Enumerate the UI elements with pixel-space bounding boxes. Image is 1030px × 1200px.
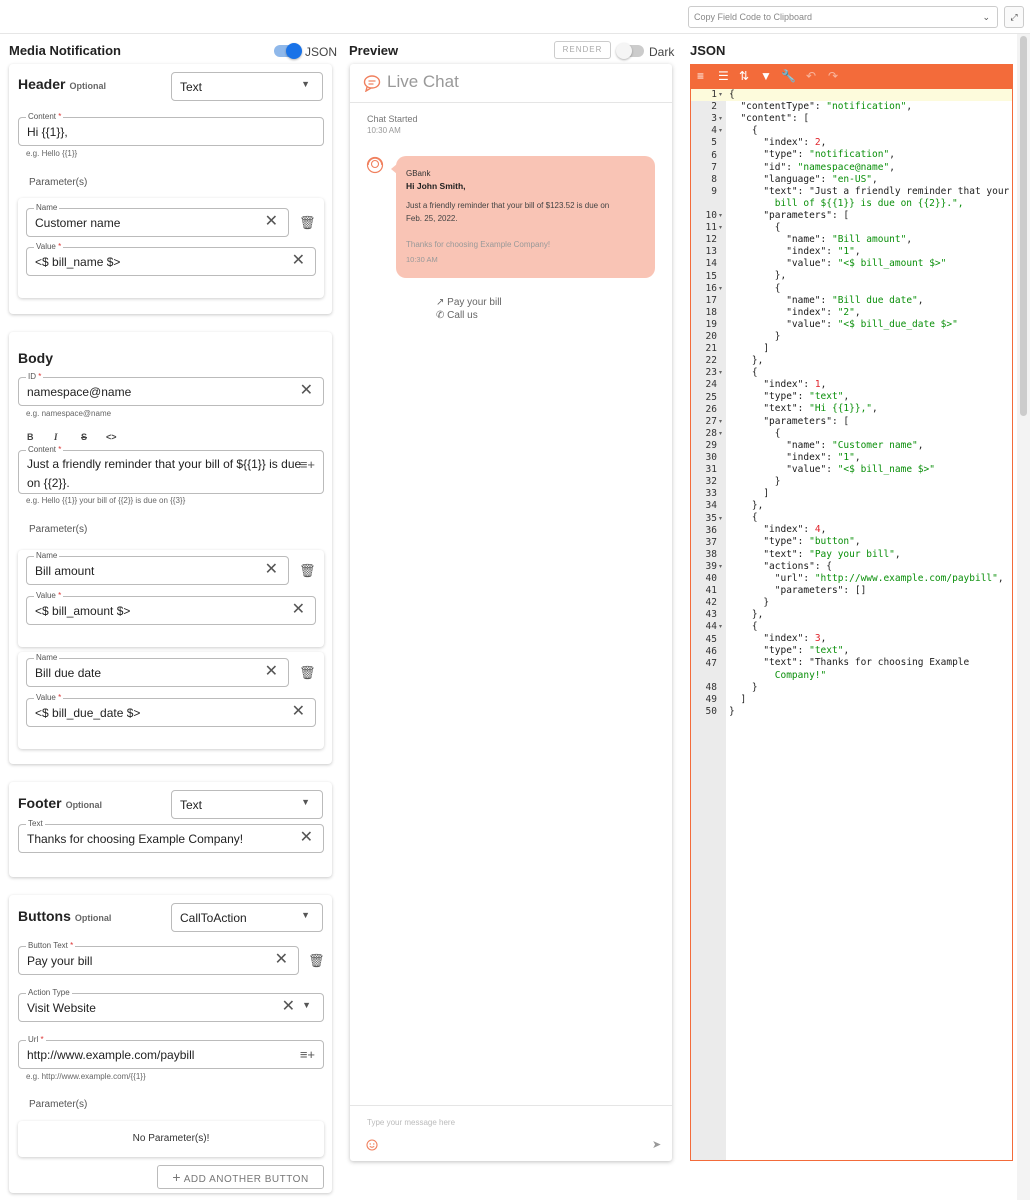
code-line: "parameters": [] <box>774 584 867 596</box>
body-param-card <box>18 550 324 647</box>
render-button[interactable]: RENDER <box>554 41 611 59</box>
delete-icon[interactable]: 🗑 <box>308 953 325 968</box>
header-optional-tag: Optional <box>69 81 106 91</box>
line-number: 4 <box>711 125 717 137</box>
fold-arrow-icon[interactable]: ▾ <box>719 418 723 425</box>
line-number: 16 <box>705 282 717 294</box>
footer-title: Footer Optional <box>18 795 103 811</box>
dropdown-arrow-icon: ▼ <box>302 1000 311 1010</box>
code-line: "value": "<$ bill_amount $>" <box>786 258 947 270</box>
input-divider <box>350 1105 672 1106</box>
code-line: "name": "Bill amount", <box>786 234 913 246</box>
code-line: }, <box>729 500 764 512</box>
buttons-title: Buttons Optional <box>18 908 112 924</box>
code-line: "url": "http://www.example.com/paybill", <box>774 572 1004 584</box>
code-line: }, <box>729 609 764 621</box>
line-number: 5 <box>711 137 717 149</box>
param-value-value: <$ bill_due_date $> <box>35 706 141 720</box>
line-number: 46 <box>705 645 717 657</box>
line-number: 38 <box>705 548 717 560</box>
code-line: { <box>729 367 758 379</box>
delete-icon[interactable]: 🗑 <box>299 563 316 578</box>
plus-icon: + <box>172 1169 181 1185</box>
footer-card <box>9 782 332 877</box>
code-line: "type": "text", <box>763 391 850 403</box>
message-input[interactable]: Type your message here <box>367 1118 456 1127</box>
json-title: JSON <box>690 43 726 58</box>
code-line: "actions": { <box>763 560 832 572</box>
toggle-knob <box>616 43 632 59</box>
clear-icon[interactable]: ✕ <box>291 703 305 720</box>
body-content-input[interactable]: Content * Just a friendly reminder that your bill of ${{1}} is due on {{2}}. ≡+ <box>18 450 324 494</box>
code-line: "name": "Customer name", <box>786 439 924 451</box>
code-line: ] <box>729 693 747 705</box>
message-footer: Thanks for choosing Example Company! <box>406 240 551 249</box>
line-number: 40 <box>705 573 717 584</box>
code-line: "contentType": "notification", <box>740 101 913 113</box>
chat-started-time: 10:30 AM <box>367 126 401 135</box>
line-number: 7 <box>711 161 717 173</box>
line-number: 28 <box>705 427 717 439</box>
param-name-value: Customer name <box>35 216 121 230</box>
footer-type-value: Text <box>180 798 203 812</box>
fold-arrow-icon[interactable]: ▾ <box>719 515 723 522</box>
line-number: 36 <box>705 524 717 536</box>
no-params-box: No Parameter(s)! <box>18 1121 324 1157</box>
message-body-line1: Just a friendly reminder that your bill of $123.52 is due on <box>406 201 610 210</box>
chat-bubble-icon <box>363 74 381 92</box>
code-line: "parameters": [ <box>763 415 850 427</box>
pay-bill-action[interactable]: ↗ Pay your bill <box>436 297 502 308</box>
fold-arrow-icon[interactable]: ▾ <box>719 430 723 437</box>
line-number: 12 <box>705 234 717 246</box>
body-id-hint: e.g. namespace@name <box>26 409 112 418</box>
param-value-input[interactable]: Value * <$ bill_name $> ✕ <box>26 247 316 276</box>
italic-button[interactable]: I <box>54 432 58 442</box>
code-line: "text": "Thanks for choosing Example <box>763 657 970 669</box>
url-value: http://www.example.com/paybill <box>27 1048 195 1062</box>
format-icon[interactable]: ≡ <box>697 69 705 83</box>
header-title: Header Optional <box>18 76 106 92</box>
agent-avatar-icon <box>366 156 384 174</box>
footer-optional-tag: Optional <box>65 800 103 810</box>
line-number: 17 <box>705 294 717 306</box>
code-line: "language": "en-US", <box>763 173 878 185</box>
body-id-value: namespace@name <box>27 385 132 399</box>
line-number: 48 <box>705 681 717 693</box>
line-number: 2 <box>711 101 717 113</box>
line-number: 22 <box>705 355 717 367</box>
code-line: "content": [ <box>740 113 810 125</box>
json-editor[interactable] <box>690 64 1013 1161</box>
code-line: "index": "1", <box>786 451 861 463</box>
code-line: "parameters": [ <box>763 209 850 221</box>
code-line: { <box>729 222 781 234</box>
code-line: "index": "1", <box>786 246 861 258</box>
body-card <box>9 332 332 764</box>
code-line: "text": "Pay your bill", <box>763 548 901 560</box>
header-content-hint: e.g. Hello {{1}} <box>26 149 78 158</box>
fold-arrow-icon[interactable]: ▾ <box>719 624 723 631</box>
code-line: "value": "<$ bill_name $>" <box>786 463 935 475</box>
external-link-icon: ↗ <box>436 297 445 308</box>
wrench-icon[interactable]: 🔧 <box>781 69 796 83</box>
code-line: { <box>729 621 758 633</box>
line-number: 15 <box>705 270 717 282</box>
code-line: } <box>729 681 758 693</box>
param-name-input[interactable]: Name Bill amount ✕ <box>26 556 289 585</box>
param-name-input[interactable]: Name Customer name ✕ <box>26 208 289 237</box>
clear-icon[interactable]: ✕ <box>281 998 295 1015</box>
buttons-type-select[interactable] <box>171 903 323 932</box>
fold-arrow-icon[interactable]: ▾ <box>719 213 723 219</box>
message-sender: GBank <box>406 169 431 178</box>
collapse-arrows-icon: ⤢ <box>1010 12 1018 22</box>
clear-icon[interactable]: ✕ <box>291 601 305 618</box>
page-scrollbar-thumb[interactable] <box>1020 36 1027 416</box>
line-number: 43 <box>705 609 717 621</box>
body-param-card <box>18 652 324 749</box>
line-number: 39 <box>705 560 717 572</box>
fold-arrow-icon[interactable]: ▾ <box>719 116 723 123</box>
fold-arrow-icon[interactable]: ▾ <box>719 92 723 98</box>
param-value-input[interactable]: Value * <$ bill_amount $> ✕ <box>26 596 316 625</box>
header-params-label: Parameter(s) <box>29 177 88 188</box>
dropdown-arrow-icon: ▼ <box>301 797 310 807</box>
fold-arrow-icon[interactable]: ▾ <box>719 225 723 232</box>
header-param-card <box>18 198 324 298</box>
line-number: 47 <box>705 657 717 669</box>
copy-field-code-select[interactable] <box>688 6 998 28</box>
line-number: 1 <box>711 89 717 100</box>
button-text-input[interactable]: Button Text * Pay your bill ✕ <box>18 946 299 975</box>
clear-icon[interactable]: ✕ <box>299 829 313 846</box>
url-input[interactable]: Url * http://www.example.com/paybill ≡+ <box>18 1040 324 1069</box>
editor-title: Media Notification <box>9 43 121 58</box>
line-number: 18 <box>705 306 717 318</box>
chevron-down-icon: ⌄ <box>982 12 990 22</box>
code-line: { <box>729 282 781 294</box>
code-line: "text": "Hi {{1}},", <box>763 403 878 415</box>
toggle-knob <box>286 43 302 59</box>
preview-title: Preview <box>349 43 399 58</box>
action-type-value: Visit Website <box>27 1001 96 1015</box>
emoji-icon[interactable] <box>366 1139 378 1151</box>
code-line: bill of ${{1}} is due on {{2}}.", <box>729 197 964 209</box>
fold-arrow-icon[interactable]: ▾ <box>719 563 723 570</box>
json-toolbar <box>691 65 1012 89</box>
line-number: 34 <box>705 500 717 512</box>
send-icon[interactable]: ➤ <box>652 1139 662 1151</box>
json-toggle-label: JSON <box>305 45 338 59</box>
code-line: } <box>729 705 735 717</box>
message-time: 10:30 AM <box>406 255 438 264</box>
sort-icon[interactable]: ⇅ <box>739 69 750 83</box>
line-number: 24 <box>705 379 717 391</box>
clear-icon[interactable]: ✕ <box>274 951 288 968</box>
body-id-input[interactable]: ID * namespace@name ✕ <box>18 377 324 406</box>
button-text-value: Pay your bill <box>27 954 93 968</box>
code-line: "type": "text", <box>763 645 850 657</box>
code-line: { <box>729 427 781 439</box>
line-number: 23 <box>705 367 717 379</box>
line-number: 9 <box>711 185 717 197</box>
code-line: } <box>729 476 781 487</box>
add-another-button[interactable]: + ADD ANOTHER BUTTON <box>157 1165 324 1189</box>
phone-icon: ✆ <box>436 310 445 321</box>
line-number: 8 <box>711 173 717 185</box>
body-title: Body <box>18 350 53 366</box>
code-line: }, <box>729 270 787 282</box>
dark-toggle[interactable] <box>618 45 644 57</box>
param-name-value: Bill due date <box>35 666 102 680</box>
line-number: 10 <box>705 210 717 221</box>
message-body-line2: Feb. 25, 2022. <box>406 214 458 223</box>
undo-icon[interactable]: ↶ <box>806 69 817 83</box>
param-value-input[interactable]: Value * <$ bill_due_date $> ✕ <box>26 698 316 727</box>
code-line: "text": "Just a friendly reminder that your <box>763 185 1010 197</box>
body-content-line1: Just a friendly reminder that your bill of ${{1}} is due <box>27 457 302 471</box>
header-type-select[interactable] <box>171 72 323 101</box>
line-number: 33 <box>705 488 717 500</box>
code-line: ] <box>729 488 770 500</box>
param-name-value: Bill amount <box>35 564 95 578</box>
code-line: Company!" <box>729 669 827 681</box>
header-card <box>9 64 332 314</box>
compact-icon[interactable]: ☰ <box>718 69 729 83</box>
clear-icon[interactable]: ✕ <box>291 252 305 269</box>
insert-variable-icon[interactable]: ≡+ <box>299 1047 315 1062</box>
footer-text-value: Thanks for choosing Example Company! <box>27 832 244 846</box>
body-params-label: Parameter(s) <box>29 524 88 535</box>
call-us-action[interactable]: ✆ Call us <box>436 310 478 321</box>
line-number: 31 <box>705 464 717 476</box>
line-number: 35 <box>705 512 717 524</box>
filter-icon[interactable]: ▼ <box>760 69 772 83</box>
line-number: 27 <box>705 415 717 427</box>
copy-select-placeholder: Copy Field Code to Clipboard <box>694 12 813 22</box>
json-toggle[interactable] <box>274 45 300 57</box>
line-number: 26 <box>705 403 717 415</box>
code-line: { <box>729 89 735 100</box>
header-content-input[interactable]: Content * Hi {{1}}, <box>18 117 324 146</box>
delete-icon[interactable]: 🗑 <box>299 215 316 230</box>
line-number: 21 <box>705 343 717 355</box>
bubble-tail <box>391 164 397 174</box>
code-line: } <box>729 330 781 342</box>
code-line: "name": "Bill due date", <box>786 294 924 306</box>
line-number: 29 <box>705 439 717 451</box>
code-line: ] <box>729 342 770 354</box>
collapse-button[interactable] <box>1004 6 1024 28</box>
redo-icon[interactable]: ↷ <box>828 69 839 83</box>
bold-button[interactable]: B <box>27 432 34 442</box>
code-line: }, <box>729 355 764 367</box>
buttons-params-label: Parameter(s) <box>29 1099 88 1110</box>
code-button[interactable]: <> <box>106 432 117 442</box>
chat-title: Live Chat <box>387 72 459 91</box>
line-number: 20 <box>705 331 717 342</box>
footer-type-select[interactable] <box>171 790 323 819</box>
code-line: "index": "2", <box>786 306 861 318</box>
code-line: "index": 4, <box>763 524 827 536</box>
buttons-optional-tag: Optional <box>74 913 112 923</box>
line-number: 30 <box>705 452 717 463</box>
code-line: "index": 1, <box>763 379 827 391</box>
code-line: "index": 2, <box>763 137 827 149</box>
line-number: 11 <box>705 222 717 234</box>
clear-icon[interactable]: ✕ <box>264 561 278 578</box>
code-line: "index": 3, <box>763 633 827 645</box>
line-number: 42 <box>705 597 717 609</box>
param-value-value: <$ bill_amount $> <box>35 604 131 618</box>
line-number: 44 <box>705 621 717 633</box>
dropdown-arrow-icon: ▼ <box>301 79 310 89</box>
line-number: 14 <box>705 258 717 270</box>
message-bubble <box>396 156 655 278</box>
param-value-value: <$ bill_name $> <box>35 255 121 269</box>
chat-started: Chat Started <box>367 114 418 124</box>
code-line: "value": "<$ bill_due_date $>" <box>786 318 958 330</box>
clear-icon[interactable]: ✕ <box>264 663 278 680</box>
code-line: "id": "namespace@name", <box>763 161 895 173</box>
line-number: 13 <box>705 246 717 258</box>
delete-icon[interactable]: 🗑 <box>299 665 316 680</box>
body-content-hint: e.g. Hello {{1}} your bill of {{2}} is due on {{3}} <box>26 496 186 505</box>
code-line: { <box>729 125 758 137</box>
action-type-select[interactable]: Action Type Visit Website ✕ ▼ <box>18 993 324 1022</box>
json-code[interactable] <box>729 89 1009 718</box>
line-number: 50 <box>705 706 717 718</box>
fold-arrow-icon[interactable]: ▾ <box>719 285 723 292</box>
line-number: 49 <box>705 694 717 705</box>
buttons-type-value: CallToAction <box>180 911 247 925</box>
dropdown-arrow-icon: ▼ <box>301 910 310 920</box>
header-type-value: Text <box>180 80 203 94</box>
line-number: 19 <box>705 318 717 330</box>
buttons-card <box>9 895 332 1193</box>
insert-variable-icon[interactable]: ≡+ <box>299 457 315 472</box>
footer-text-input[interactable]: Text Thanks for choosing Example Company! ✕ <box>18 824 324 853</box>
url-hint: e.g. http://www.example.com/{{1}} <box>26 1072 146 1081</box>
header-content-value: Hi {{1}}, <box>27 125 68 139</box>
body-content-line2: on {{2}}. <box>27 476 70 490</box>
clear-icon[interactable]: ✕ <box>299 382 313 399</box>
line-number: 41 <box>705 585 717 597</box>
code-line: { <box>729 512 758 524</box>
strikethrough-button[interactable]: S <box>81 432 88 442</box>
line-number: 3 <box>711 113 717 125</box>
code-line: "type": "notification", <box>763 149 895 161</box>
code-line: } <box>729 596 770 608</box>
line-number: 37 <box>705 536 717 548</box>
line-number: 45 <box>705 633 717 645</box>
param-name-input[interactable]: Name Bill due date ✕ <box>26 658 289 687</box>
code-line: "type": "button", <box>763 536 861 548</box>
line-number: 32 <box>705 476 717 488</box>
clear-icon[interactable]: ✕ <box>264 213 278 230</box>
line-number: 6 <box>711 149 717 161</box>
message-greeting: Hi John Smith, <box>406 181 466 191</box>
line-number: 25 <box>705 391 717 403</box>
fold-arrow-icon[interactable]: ▾ <box>719 370 723 377</box>
fold-arrow-icon[interactable]: ▾ <box>719 128 723 135</box>
dark-toggle-label: Dark <box>649 45 675 59</box>
